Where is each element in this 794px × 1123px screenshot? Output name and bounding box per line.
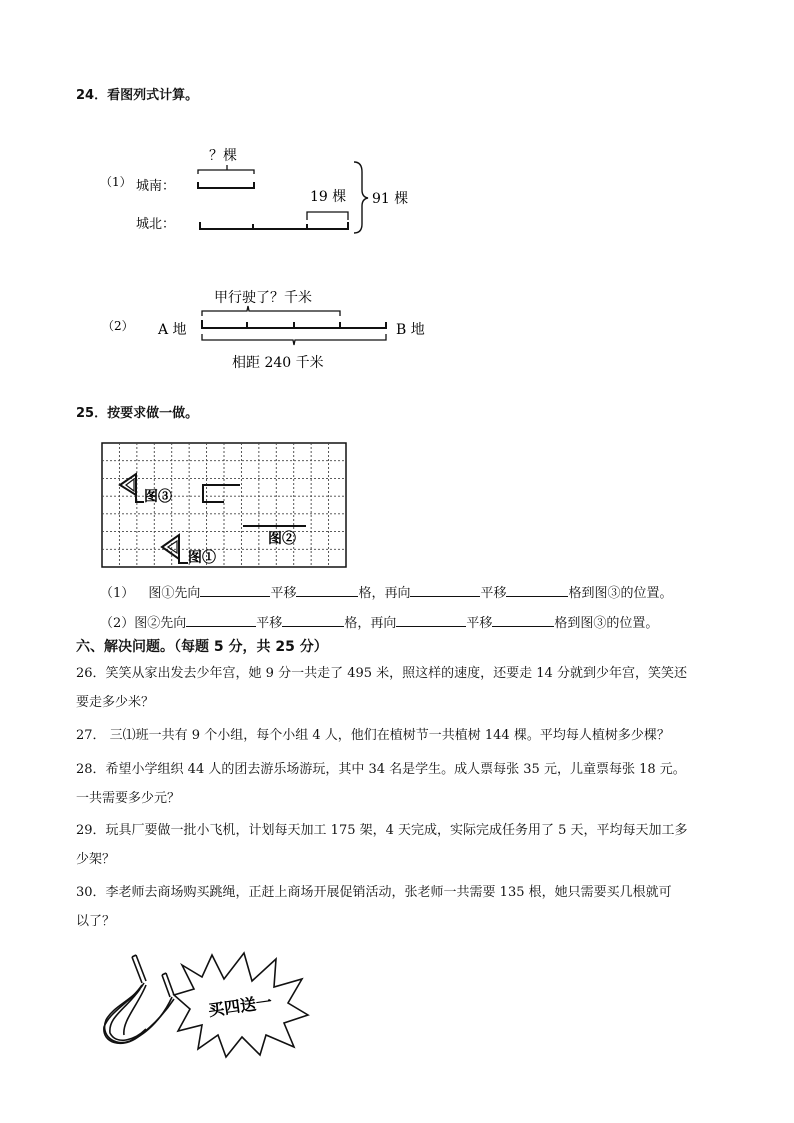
q25-line1-blank-steps-1[interactable] [296, 582, 358, 597]
q25-line2-blank-direction-1[interactable] [186, 612, 256, 627]
q25-line1-blank-steps-2[interactable] [506, 582, 568, 597]
q25-line2-blank-steps-1[interactable] [282, 612, 344, 627]
q24-figure-2 [96, 282, 436, 377]
fig1-south-label: 城南： [136, 179, 176, 194]
q25-line2-text-3: 格，再向 [344, 616, 397, 631]
q25-line1-text-5: 格到图③的位置。 [568, 586, 673, 601]
fig1-number: （1） [100, 175, 132, 189]
fig1-unknown-label: ？棵 [209, 148, 237, 164]
fig2-bottom-label: 相距 240 千米 [232, 355, 324, 371]
q30-line-1: 30．李老师去商场购买跳绳，正赶上商场开展促销活动，张老师一共需要 135 根，她只需要买几根就可 [76, 885, 672, 900]
q27-line-1: 27． 三⑴班一共有 9 个小组，每个小组 4 人，他们在植树节一共植树 144 棵。平均每人植树多少棵？ [76, 728, 670, 743]
q25-line2-text-4: 平移 [466, 616, 493, 631]
q25-line1-text-1: 图①先向 [148, 586, 201, 601]
grid-lines [102, 443, 346, 567]
q25-line1-blank-direction-2[interactable] [410, 582, 480, 597]
q25-line1-blank-direction-1[interactable] [200, 582, 270, 597]
q25-line2-blank-direction-2[interactable] [396, 612, 466, 627]
q25-line2-blank-steps-2[interactable] [492, 612, 554, 627]
fig1-known-label: 19 棵 [310, 189, 347, 205]
fig1-total-label: 91 棵 [372, 191, 409, 207]
q25-line1-text-3: 格，再向 [358, 586, 411, 601]
q25-title: 25．按要求做一做。 [76, 406, 199, 421]
q26-line-1: 26．笑笑从家出发去少年宫，她 9 分一共走了 495 米，照这样的速度，还要走 14 分就到少年宫，笑笑还 [76, 666, 687, 681]
q29-line-2: 少架？ [76, 852, 116, 867]
fig2-a-label: A 地 [158, 322, 187, 338]
q25-grid-figure [100, 441, 348, 569]
q25-line1-text-2: 平移 [270, 586, 297, 601]
fig1-north-segment [200, 222, 348, 229]
fig3-label: 图③ [144, 489, 172, 505]
fig2-number: （2） [102, 319, 134, 333]
section-6-heading: 六、解决问题。（每题 5 分，共 25 分） [76, 639, 328, 655]
q24-title: 24．看图列式计算。 [76, 88, 199, 103]
fig2-route-line [202, 320, 386, 328]
q25-line2-number: （2） [100, 616, 135, 631]
fig1-south-segment [198, 182, 254, 188]
fig2-top-label: 甲行驶了？千米 [214, 290, 312, 306]
fig1-total-brace [354, 162, 368, 233]
jump-rope-icon [104, 955, 174, 1043]
q26-line-2: 要走多少米？ [76, 695, 155, 710]
q29-line-1: 29．玩具厂要做一批小飞机，计划每天加工 175 架，4 天完成，实际完成任务用了 5 天，平均每天加工多 [76, 823, 688, 838]
fig1-unknown-brace [198, 165, 254, 174]
q25-line1-number: （1） [100, 586, 135, 601]
fig1-known-brace [307, 212, 348, 220]
fig1-north-label: 城北： [136, 217, 176, 232]
q25-line-1 [100, 582, 673, 604]
q25-line-2 [100, 612, 658, 634]
fig3-shape [203, 485, 240, 502]
fig2-b-label: B 地 [396, 322, 425, 338]
q24-figure-1 [96, 140, 436, 240]
q30-illustration [94, 945, 314, 1060]
promo-burst-text: 买四送一 [207, 992, 274, 1020]
fig2-top-brace [202, 306, 340, 316]
q25-line2-text-2: 平移 [256, 616, 283, 631]
q28-line-2: 一共需要多少元？ [76, 791, 181, 806]
q30-line-2: 以了？ [76, 914, 116, 929]
q25-line1-text-4: 平移 [480, 586, 507, 601]
fig1-grid-label: 图① [188, 550, 216, 566]
q28-line-1: 28．希望小学组织 44 人的团去游乐场游玩，其中 34 名是学生。成人票每张 35 元，儿童票每张 18 元。 [76, 762, 686, 777]
q25-line2-text-5: 格到图③的位置。 [554, 616, 659, 631]
q25-line2-text-1: 图②先向 [134, 616, 187, 631]
fig2-grid-label: 图② [268, 531, 296, 547]
fig2-bottom-brace [202, 334, 386, 345]
